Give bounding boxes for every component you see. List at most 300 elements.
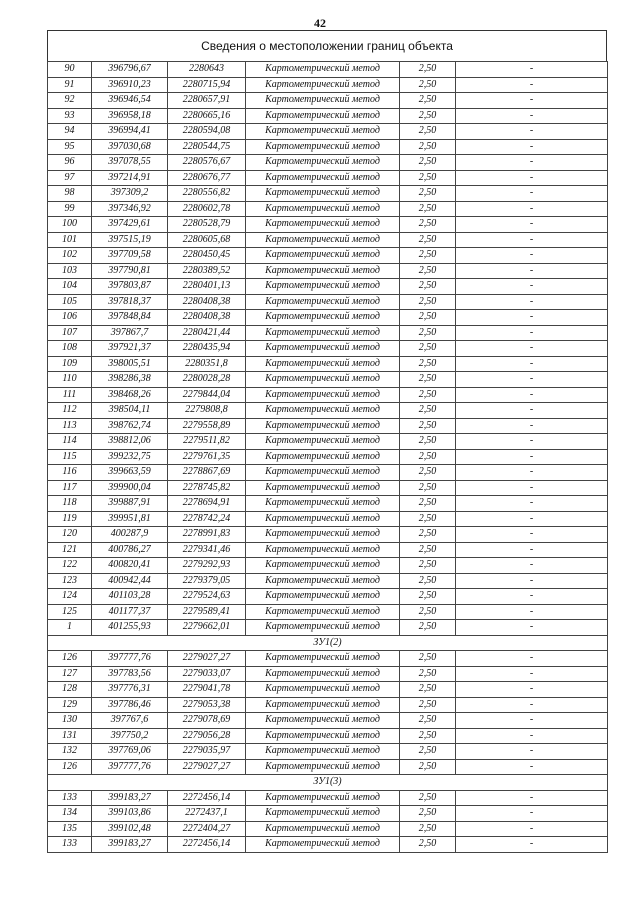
- y-coordinate-cell: 2280408,38: [168, 310, 246, 326]
- x-coordinate-cell: 397309,2: [92, 186, 168, 202]
- description-cell: -: [456, 403, 608, 419]
- x-coordinate-cell: 398812,06: [92, 434, 168, 450]
- x-coordinate-cell: 401103,28: [92, 589, 168, 605]
- table-row: [48, 217, 608, 233]
- method-cell: Картометрический метод: [246, 806, 400, 822]
- table-row: [48, 651, 608, 667]
- description-cell: -: [456, 651, 608, 667]
- x-coordinate-cell: 399887,91: [92, 496, 168, 512]
- y-coordinate-cell: 2279589,41: [168, 604, 246, 620]
- table-row: [48, 434, 608, 450]
- description-cell: -: [456, 294, 608, 310]
- method-cell: Картометрический метод: [246, 682, 400, 698]
- accuracy-cell: 2,50: [400, 527, 456, 543]
- accuracy-cell: 2,50: [400, 480, 456, 496]
- y-coordinate-cell: 2279808,8: [168, 403, 246, 419]
- table-row: [48, 759, 608, 775]
- method-cell: Картометрический метод: [246, 62, 400, 78]
- method-cell: Картометрический метод: [246, 186, 400, 202]
- method-cell: Картометрический метод: [246, 620, 400, 636]
- description-cell: -: [456, 604, 608, 620]
- point-number-cell: 128: [48, 682, 92, 698]
- x-coordinate-cell: 398504,11: [92, 403, 168, 419]
- y-coordinate-cell: 2279027,27: [168, 651, 246, 667]
- point-number-cell: 1: [48, 620, 92, 636]
- accuracy-cell: 2,50: [400, 201, 456, 217]
- y-coordinate-cell: 2279761,35: [168, 449, 246, 465]
- description-cell: -: [456, 558, 608, 574]
- table-row: [48, 170, 608, 186]
- description-cell: -: [456, 434, 608, 450]
- x-coordinate-cell: 397030,68: [92, 139, 168, 155]
- y-coordinate-cell: 2280028,28: [168, 372, 246, 388]
- table-row: [48, 682, 608, 698]
- description-cell: -: [456, 62, 608, 78]
- table-row: [48, 403, 608, 419]
- y-coordinate-cell: 2280657,91: [168, 93, 246, 109]
- x-coordinate-cell: 399102,48: [92, 821, 168, 837]
- description-cell: -: [456, 139, 608, 155]
- method-cell: Картометрический метод: [246, 465, 400, 481]
- accuracy-cell: 2,50: [400, 248, 456, 264]
- accuracy-cell: 2,50: [400, 139, 456, 155]
- method-cell: Картометрический метод: [246, 449, 400, 465]
- x-coordinate-cell: 397867,7: [92, 325, 168, 341]
- point-number-cell: 95: [48, 139, 92, 155]
- x-coordinate-cell: 397709,58: [92, 248, 168, 264]
- y-coordinate-cell: 2279056,28: [168, 728, 246, 744]
- description-cell: -: [456, 170, 608, 186]
- method-cell: Картометрический метод: [246, 589, 400, 605]
- x-coordinate-cell: 400786,27: [92, 542, 168, 558]
- y-coordinate-cell: 2279292,93: [168, 558, 246, 574]
- point-number-cell: 96: [48, 155, 92, 171]
- x-coordinate-cell: 397818,37: [92, 294, 168, 310]
- accuracy-cell: 2,50: [400, 263, 456, 279]
- accuracy-cell: 2,50: [400, 356, 456, 372]
- table-row: [48, 713, 608, 729]
- section-row: [48, 775, 608, 791]
- accuracy-cell: 2,50: [400, 806, 456, 822]
- method-cell: Картометрический метод: [246, 604, 400, 620]
- accuracy-cell: 2,50: [400, 387, 456, 403]
- method-cell: Картометрический метод: [246, 511, 400, 527]
- accuracy-cell: 2,50: [400, 620, 456, 636]
- x-coordinate-cell: 397777,76: [92, 651, 168, 667]
- table-row: [48, 325, 608, 341]
- description-cell: -: [456, 263, 608, 279]
- accuracy-cell: 2,50: [400, 697, 456, 713]
- point-number-cell: 119: [48, 511, 92, 527]
- method-cell: Картометрический метод: [246, 77, 400, 93]
- x-coordinate-cell: 397078,55: [92, 155, 168, 171]
- y-coordinate-cell: 2280450,45: [168, 248, 246, 264]
- point-number-cell: 117: [48, 480, 92, 496]
- y-coordinate-cell: 2279033,07: [168, 666, 246, 682]
- x-coordinate-cell: 398005,51: [92, 356, 168, 372]
- description-cell: -: [456, 790, 608, 806]
- accuracy-cell: 2,50: [400, 372, 456, 388]
- x-coordinate-cell: 399951,81: [92, 511, 168, 527]
- table-row: [48, 837, 608, 853]
- table-row: [48, 418, 608, 434]
- point-number-cell: 112: [48, 403, 92, 419]
- y-coordinate-cell: 2272456,14: [168, 790, 246, 806]
- table-row: [48, 77, 608, 93]
- x-coordinate-cell: 397429,61: [92, 217, 168, 233]
- coordinates-sheet: [47, 30, 607, 853]
- table-row: [48, 248, 608, 264]
- y-coordinate-cell: 2279078,69: [168, 713, 246, 729]
- x-coordinate-cell: 397803,87: [92, 279, 168, 295]
- y-coordinate-cell: 2280351,8: [168, 356, 246, 372]
- point-number-cell: 94: [48, 124, 92, 140]
- table-row: [48, 93, 608, 109]
- point-number-cell: 113: [48, 418, 92, 434]
- accuracy-cell: 2,50: [400, 682, 456, 698]
- x-coordinate-cell: 397750,2: [92, 728, 168, 744]
- method-cell: Картометрический метод: [246, 325, 400, 341]
- x-coordinate-cell: 401255,93: [92, 620, 168, 636]
- method-cell: Картометрический метод: [246, 542, 400, 558]
- point-number-cell: 123: [48, 573, 92, 589]
- method-cell: Картометрический метод: [246, 170, 400, 186]
- x-coordinate-cell: 397214,91: [92, 170, 168, 186]
- method-cell: Картометрический метод: [246, 372, 400, 388]
- coordinates-table-body: [48, 62, 608, 853]
- description-cell: -: [456, 77, 608, 93]
- method-cell: Картометрический метод: [246, 356, 400, 372]
- description-cell: -: [456, 527, 608, 543]
- table-row: [48, 232, 608, 248]
- method-cell: Картометрический метод: [246, 248, 400, 264]
- table-row: [48, 790, 608, 806]
- y-coordinate-cell: 2279662,01: [168, 620, 246, 636]
- method-cell: Картометрический метод: [246, 744, 400, 760]
- y-coordinate-cell: 2280605,68: [168, 232, 246, 248]
- point-number-cell: 129: [48, 697, 92, 713]
- y-coordinate-cell: 2279341,46: [168, 542, 246, 558]
- point-number-cell: 103: [48, 263, 92, 279]
- description-cell: -: [456, 542, 608, 558]
- method-cell: Картометрический метод: [246, 387, 400, 403]
- accuracy-cell: 2,50: [400, 310, 456, 326]
- accuracy-cell: 2,50: [400, 837, 456, 853]
- accuracy-cell: 2,50: [400, 713, 456, 729]
- accuracy-cell: 2,50: [400, 496, 456, 512]
- method-cell: Картометрический метод: [246, 821, 400, 837]
- section-row: [48, 635, 608, 651]
- description-cell: -: [456, 666, 608, 682]
- description-cell: -: [456, 589, 608, 605]
- table-row: [48, 124, 608, 140]
- description-cell: -: [456, 480, 608, 496]
- x-coordinate-cell: 397346,92: [92, 201, 168, 217]
- point-number-cell: 99: [48, 201, 92, 217]
- point-number-cell: 127: [48, 666, 92, 682]
- point-number-cell: 131: [48, 728, 92, 744]
- y-coordinate-cell: 2280676,77: [168, 170, 246, 186]
- table-row: [48, 294, 608, 310]
- accuracy-cell: 2,50: [400, 542, 456, 558]
- point-number-cell: 126: [48, 759, 92, 775]
- y-coordinate-cell: 2278694,91: [168, 496, 246, 512]
- method-cell: Картометрический метод: [246, 558, 400, 574]
- y-coordinate-cell: 2280602,78: [168, 201, 246, 217]
- table-row: [48, 527, 608, 543]
- y-coordinate-cell: 2279379,05: [168, 573, 246, 589]
- accuracy-cell: 2,50: [400, 232, 456, 248]
- point-number-cell: 126: [48, 651, 92, 667]
- point-number-cell: 134: [48, 806, 92, 822]
- table-row: [48, 356, 608, 372]
- accuracy-cell: 2,50: [400, 790, 456, 806]
- point-number-cell: 115: [48, 449, 92, 465]
- point-number-cell: 133: [48, 837, 92, 853]
- table-row: [48, 341, 608, 357]
- point-number-cell: 114: [48, 434, 92, 450]
- point-number-cell: 132: [48, 744, 92, 760]
- table-row: [48, 558, 608, 574]
- table-row: [48, 186, 608, 202]
- point-number-cell: 116: [48, 465, 92, 481]
- point-number-cell: 124: [48, 589, 92, 605]
- x-coordinate-cell: 397769,06: [92, 744, 168, 760]
- accuracy-cell: 2,50: [400, 294, 456, 310]
- accuracy-cell: 2,50: [400, 279, 456, 295]
- accuracy-cell: 2,50: [400, 573, 456, 589]
- x-coordinate-cell: 397776,31: [92, 682, 168, 698]
- x-coordinate-cell: 397777,76: [92, 759, 168, 775]
- x-coordinate-cell: 397767,6: [92, 713, 168, 729]
- x-coordinate-cell: 397786,46: [92, 697, 168, 713]
- x-coordinate-cell: 396946,54: [92, 93, 168, 109]
- point-number-cell: 121: [48, 542, 92, 558]
- accuracy-cell: 2,50: [400, 744, 456, 760]
- description-cell: -: [456, 744, 608, 760]
- description-cell: -: [456, 418, 608, 434]
- x-coordinate-cell: 398286,38: [92, 372, 168, 388]
- accuracy-cell: 2,50: [400, 418, 456, 434]
- method-cell: Картометрический метод: [246, 496, 400, 512]
- method-cell: Картометрический метод: [246, 480, 400, 496]
- y-coordinate-cell: 2280528,79: [168, 217, 246, 233]
- table-row: [48, 372, 608, 388]
- y-coordinate-cell: 2280435,94: [168, 341, 246, 357]
- accuracy-cell: 2,50: [400, 186, 456, 202]
- method-cell: Картометрический метод: [246, 790, 400, 806]
- accuracy-cell: 2,50: [400, 449, 456, 465]
- table-row: [48, 201, 608, 217]
- description-cell: -: [456, 310, 608, 326]
- y-coordinate-cell: 2280715,94: [168, 77, 246, 93]
- y-coordinate-cell: 2278991,83: [168, 527, 246, 543]
- description-cell: -: [456, 697, 608, 713]
- description-cell: -: [456, 465, 608, 481]
- table-row: [48, 542, 608, 558]
- coordinates-table: [47, 61, 608, 853]
- point-number-cell: 108: [48, 341, 92, 357]
- description-cell: -: [456, 620, 608, 636]
- x-coordinate-cell: 397515,19: [92, 232, 168, 248]
- table-row: [48, 666, 608, 682]
- section-label: ЗУ1(3): [48, 775, 608, 791]
- method-cell: Картометрический метод: [246, 728, 400, 744]
- y-coordinate-cell: 2280576,67: [168, 155, 246, 171]
- table-row: [48, 697, 608, 713]
- table-row: [48, 511, 608, 527]
- description-cell: -: [456, 124, 608, 140]
- point-number-cell: 122: [48, 558, 92, 574]
- y-coordinate-cell: 2280401,13: [168, 279, 246, 295]
- accuracy-cell: 2,50: [400, 403, 456, 419]
- method-cell: Картометрический метод: [246, 418, 400, 434]
- x-coordinate-cell: 397790,81: [92, 263, 168, 279]
- x-coordinate-cell: 400820,41: [92, 558, 168, 574]
- accuracy-cell: 2,50: [400, 465, 456, 481]
- method-cell: Картометрический метод: [246, 294, 400, 310]
- description-cell: -: [456, 759, 608, 775]
- accuracy-cell: 2,50: [400, 666, 456, 682]
- x-coordinate-cell: 399663,59: [92, 465, 168, 481]
- method-cell: Картометрический метод: [246, 837, 400, 853]
- description-cell: -: [456, 155, 608, 171]
- description-cell: -: [456, 496, 608, 512]
- x-coordinate-cell: 398762,74: [92, 418, 168, 434]
- description-cell: -: [456, 511, 608, 527]
- x-coordinate-cell: 399103,86: [92, 806, 168, 822]
- y-coordinate-cell: 2279844,04: [168, 387, 246, 403]
- point-number-cell: 130: [48, 713, 92, 729]
- description-cell: -: [456, 201, 608, 217]
- point-number-cell: 101: [48, 232, 92, 248]
- point-number-cell: 107: [48, 325, 92, 341]
- description-cell: -: [456, 821, 608, 837]
- method-cell: Картометрический метод: [246, 263, 400, 279]
- y-coordinate-cell: 2279035,97: [168, 744, 246, 760]
- table-row: [48, 604, 608, 620]
- y-coordinate-cell: 2279511,82: [168, 434, 246, 450]
- point-number-cell: 106: [48, 310, 92, 326]
- table-row: [48, 108, 608, 124]
- y-coordinate-cell: 2278867,69: [168, 465, 246, 481]
- table-row: [48, 496, 608, 512]
- accuracy-cell: 2,50: [400, 77, 456, 93]
- description-cell: -: [456, 232, 608, 248]
- method-cell: Картометрический метод: [246, 279, 400, 295]
- x-coordinate-cell: 399183,27: [92, 837, 168, 853]
- point-number-cell: 92: [48, 93, 92, 109]
- method-cell: Картометрический метод: [246, 155, 400, 171]
- x-coordinate-cell: 399900,04: [92, 480, 168, 496]
- x-coordinate-cell: 396958,18: [92, 108, 168, 124]
- x-coordinate-cell: 397848,84: [92, 310, 168, 326]
- description-cell: -: [456, 248, 608, 264]
- point-number-cell: 118: [48, 496, 92, 512]
- y-coordinate-cell: 2280408,38: [168, 294, 246, 310]
- description-cell: -: [456, 573, 608, 589]
- y-coordinate-cell: 2280594,08: [168, 124, 246, 140]
- point-number-cell: 120: [48, 527, 92, 543]
- point-number-cell: 97: [48, 170, 92, 186]
- description-cell: -: [456, 806, 608, 822]
- table-row: [48, 806, 608, 822]
- method-cell: Картометрический метод: [246, 201, 400, 217]
- point-number-cell: 90: [48, 62, 92, 78]
- table-row: [48, 465, 608, 481]
- y-coordinate-cell: 2279053,38: [168, 697, 246, 713]
- description-cell: -: [456, 341, 608, 357]
- point-number-cell: 125: [48, 604, 92, 620]
- table-row: [48, 387, 608, 403]
- x-coordinate-cell: 399183,27: [92, 790, 168, 806]
- y-coordinate-cell: 2272404,27: [168, 821, 246, 837]
- method-cell: Картометрический метод: [246, 232, 400, 248]
- method-cell: Картометрический метод: [246, 93, 400, 109]
- accuracy-cell: 2,50: [400, 651, 456, 667]
- point-number-cell: 102: [48, 248, 92, 264]
- method-cell: Картометрический метод: [246, 759, 400, 775]
- description-cell: -: [456, 186, 608, 202]
- point-number-cell: 91: [48, 77, 92, 93]
- x-coordinate-cell: 397921,37: [92, 341, 168, 357]
- description-cell: -: [456, 449, 608, 465]
- method-cell: Картометрический метод: [246, 573, 400, 589]
- y-coordinate-cell: 2280665,16: [168, 108, 246, 124]
- description-cell: -: [456, 837, 608, 853]
- description-cell: -: [456, 217, 608, 233]
- x-coordinate-cell: 401177,37: [92, 604, 168, 620]
- table-title: Сведения о местоположении границ объекта: [47, 30, 607, 61]
- point-number-cell: 104: [48, 279, 92, 295]
- table-row: [48, 279, 608, 295]
- point-number-cell: 133: [48, 790, 92, 806]
- method-cell: Картометрический метод: [246, 666, 400, 682]
- x-coordinate-cell: 400942,44: [92, 573, 168, 589]
- description-cell: -: [456, 682, 608, 698]
- point-number-cell: 105: [48, 294, 92, 310]
- x-coordinate-cell: 399232,75: [92, 449, 168, 465]
- table-row: [48, 155, 608, 171]
- x-coordinate-cell: 396910,23: [92, 77, 168, 93]
- y-coordinate-cell: 2280643: [168, 62, 246, 78]
- description-cell: -: [456, 387, 608, 403]
- table-row: [48, 728, 608, 744]
- y-coordinate-cell: 2279041,78: [168, 682, 246, 698]
- point-number-cell: 100: [48, 217, 92, 233]
- accuracy-cell: 2,50: [400, 124, 456, 140]
- accuracy-cell: 2,50: [400, 155, 456, 171]
- method-cell: Картометрический метод: [246, 108, 400, 124]
- x-coordinate-cell: 397783,56: [92, 666, 168, 682]
- y-coordinate-cell: 2272456,14: [168, 837, 246, 853]
- method-cell: Картометрический метод: [246, 434, 400, 450]
- y-coordinate-cell: 2278745,82: [168, 480, 246, 496]
- description-cell: -: [456, 325, 608, 341]
- accuracy-cell: 2,50: [400, 558, 456, 574]
- table-row: [48, 480, 608, 496]
- y-coordinate-cell: 2280421,44: [168, 325, 246, 341]
- accuracy-cell: 2,50: [400, 62, 456, 78]
- y-coordinate-cell: 2278742,24: [168, 511, 246, 527]
- section-label: ЗУ1(2): [48, 635, 608, 651]
- point-number-cell: 110: [48, 372, 92, 388]
- point-number-cell: 98: [48, 186, 92, 202]
- accuracy-cell: 2,50: [400, 217, 456, 233]
- method-cell: Картометрический метод: [246, 651, 400, 667]
- method-cell: Картометрический метод: [246, 403, 400, 419]
- page-number: 42: [314, 16, 326, 30]
